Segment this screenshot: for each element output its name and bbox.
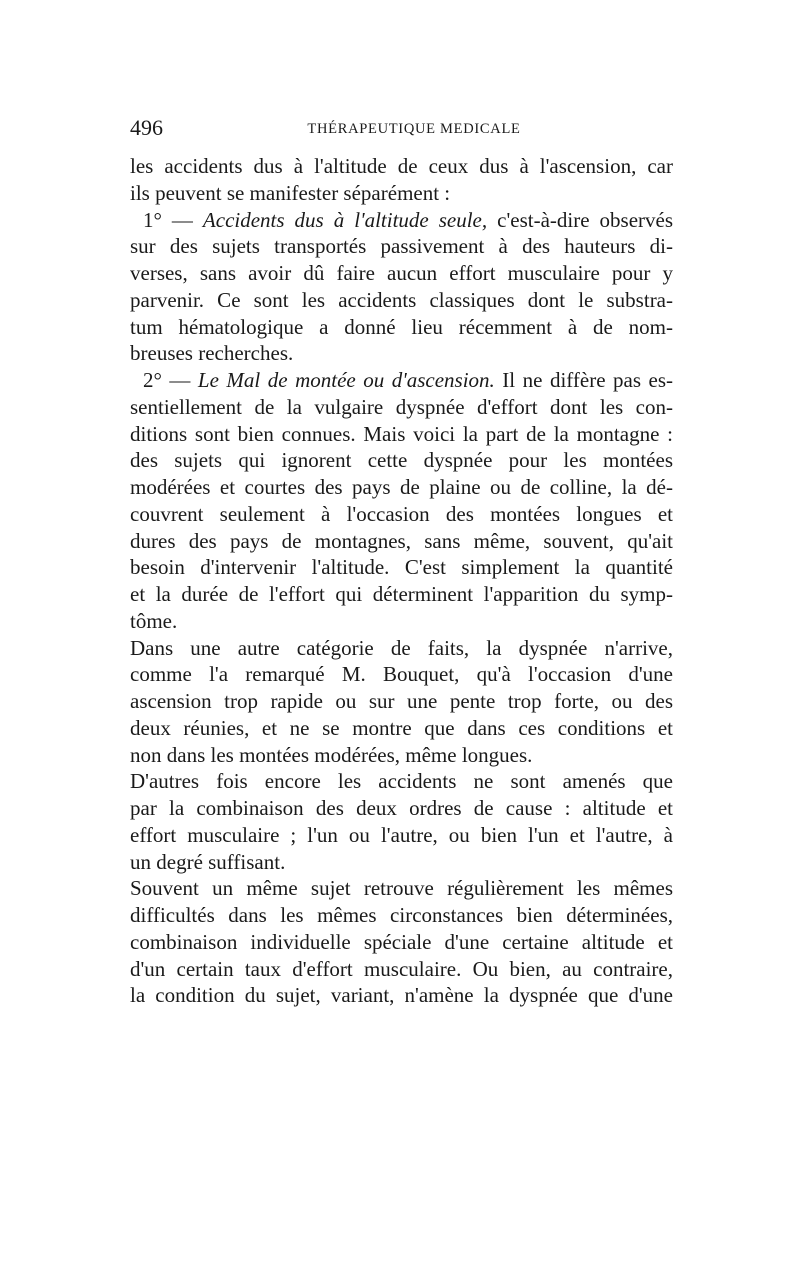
text-line: deux réunies, et ne se montre que dans ces conditions et <box>130 715 673 740</box>
text-line: Dans une autre catégorie de faits, la dyspnée n'arrive, <box>130 635 673 660</box>
page-number: 496 <box>130 115 163 140</box>
enumeration-number: 1° — <box>143 207 193 232</box>
text-line: ditions sont bien connues. Mais voici la part de la montagne : <box>130 421 673 446</box>
italic-heading: Le Mal de montée ou d'ascension. <box>197 368 495 392</box>
text-line: sentiellement de la vulgaire dyspnée d'effort dont les con- <box>130 394 673 419</box>
text-line: D'autres fois encore les accidents ne sont amenés que <box>130 769 673 794</box>
text-line: besoin d'intervenir l'altitude. C'est simplement la quantité <box>130 555 673 580</box>
text-line: comme l'a remarqué M. Bouquet, qu'à l'occasion d'une <box>130 662 673 687</box>
body-text <box>130 153 673 1009</box>
text-line <box>130 207 673 234</box>
line-segment: Il ne diffère pas es- <box>502 368 674 392</box>
line-segment: c'est-à-dire observés <box>497 207 674 232</box>
text-line: par la combinaison des deux ordres de cause : altitude et <box>130 796 673 820</box>
text-line: tum hématologique a donné lieu récemment à de nom- <box>130 314 673 339</box>
text-line: Souvent un même sujet retrouve régulièrement les mêmes <box>130 876 673 901</box>
text-line: breuses recherches. <box>130 341 294 366</box>
running-title: THÉRAPEUTIQUE MEDICALE <box>307 121 521 137</box>
text-line: les accidents dus à l'altitude de ceux dus à l'ascension, car <box>130 154 673 178</box>
text-line: dures des pays de montagnes, sans même, souvent, qu'ait <box>130 528 673 553</box>
text-line: modérées et courtes des pays de plaine ou de colline, la dé- <box>130 475 673 499</box>
text-line: sur des sujets transportés passivement à des hauteurs di- <box>130 234 673 259</box>
text-line: couvrent seulement à l'occasion des montées longues et <box>130 501 673 526</box>
text-line: difficultés dans les mêmes circonstances bien déterminées, <box>130 903 673 927</box>
text-line: tôme. <box>130 608 178 633</box>
text-line: d'un certain taux d'effort musculaire. Ou bien, au contraire, <box>130 956 673 981</box>
text-line: des sujets qui ignorent cette dyspnée pour les montées <box>130 448 673 473</box>
text-line: la condition du sujet, variant, n'amène la dyspnée que d'une <box>130 983 673 1008</box>
text-line: non dans les montées modérées, même longues. <box>130 742 533 767</box>
text-line <box>130 367 673 394</box>
text-line: ascension trop rapide ou sur une pente trop forte, ou des <box>130 689 673 713</box>
text-line: et la durée de l'effort qui déterminent l'apparition du symp- <box>130 582 673 606</box>
page-header <box>130 113 674 143</box>
enumeration-number: 2° — <box>143 368 191 392</box>
text-line: parvenir. Ce sont les accidents classiques dont le substra- <box>130 287 673 312</box>
text-line: un degré suffisant. <box>130 849 286 874</box>
italic-heading: Accidents dus à l'altitude seule, <box>202 207 488 232</box>
text-line: effort musculaire ; l'un ou l'autre, ou bien l'un et l'autre, à <box>130 822 673 847</box>
text-line: verses, sans avoir dû faire aucun effort musculaire pour y <box>130 261 673 285</box>
text-line: ils peuvent se manifester séparément : <box>130 180 451 205</box>
text-line: combinaison individuelle spéciale d'une certaine altitude et <box>130 929 673 954</box>
